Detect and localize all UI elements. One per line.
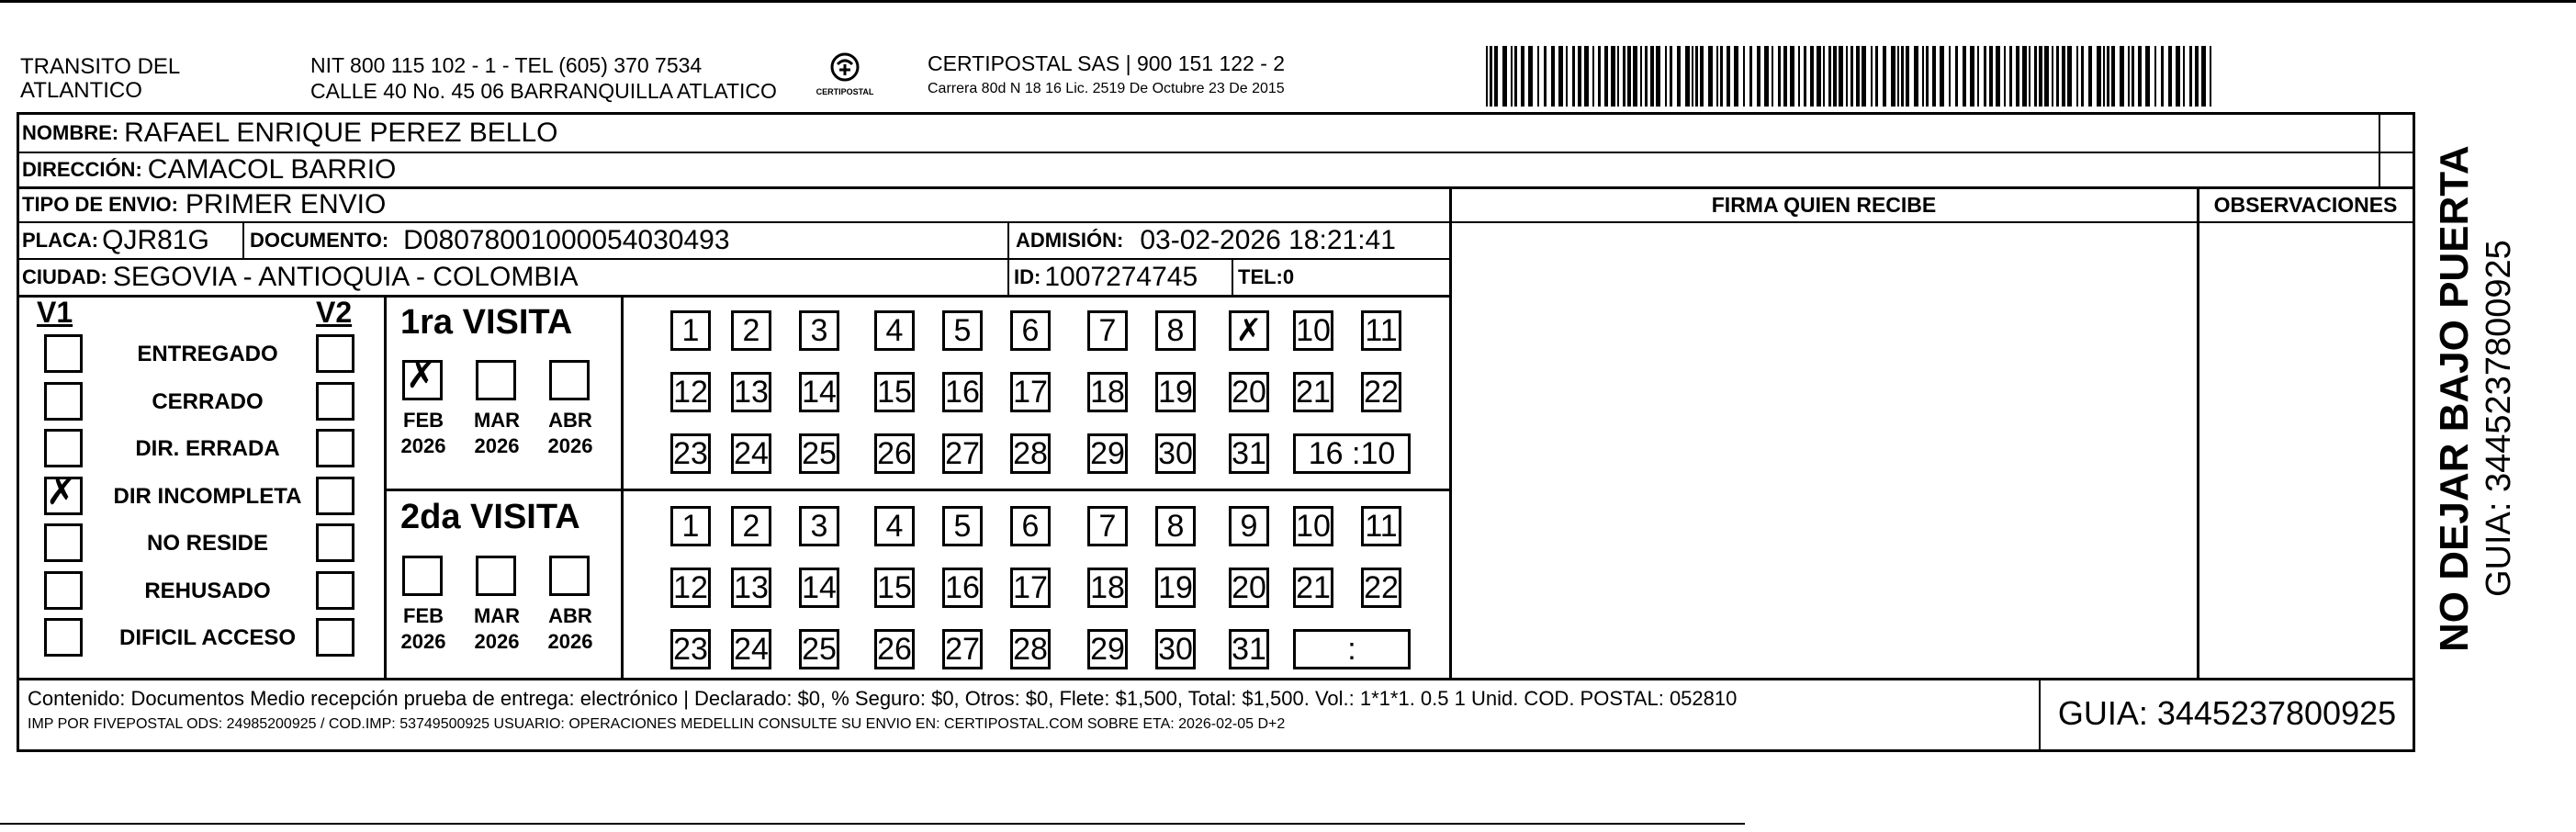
barcode-bar bbox=[1798, 46, 1800, 107]
second-visit-month-checkbox[interactable] bbox=[402, 556, 443, 596]
second-visit-day-box[interactable]: 12 bbox=[670, 568, 711, 608]
barcode-bar bbox=[1695, 46, 1698, 107]
reasons-divider bbox=[384, 295, 387, 678]
tipo-row bbox=[22, 188, 386, 221]
first-visit-month-label: MAR 2026 bbox=[473, 409, 521, 457]
barcode-bar bbox=[1656, 46, 1660, 107]
first-visit-day-box[interactable]: 30 bbox=[1155, 433, 1196, 474]
second-visit-day-box[interactable]: 25 bbox=[799, 629, 839, 669]
nombre-label: NOMBRE: bbox=[22, 121, 119, 144]
second-visit-day-box[interactable]: 31 bbox=[1229, 629, 1269, 669]
footer-line-2: IMP POR FIVEPOSTAL ODS: 24985200925 / COD.IMP: 53749500925 USUARIO: OPERACIONES MEDELLIN CONSULTE SU ENVIO EN: CERTIPOSTAL.COM SOBRE ETA: 2026-02-05 D+2 bbox=[28, 716, 1286, 732]
first-visit-day-box[interactable]: 16 bbox=[942, 372, 983, 412]
barcode-bar bbox=[1528, 46, 1533, 107]
second-visit-day-box[interactable]: 13 bbox=[731, 568, 771, 608]
first-visit-day-box[interactable]: 23 bbox=[670, 433, 711, 474]
v1-check-mark: ✗ bbox=[46, 470, 77, 513]
reason-label: DIR INCOMPLETA bbox=[113, 483, 302, 509]
barcode-bar bbox=[1727, 46, 1730, 107]
admision-value: 03-02-2026 18:21:41 bbox=[1140, 225, 1396, 255]
barcode-bar bbox=[1828, 46, 1831, 107]
first-visit-day-box[interactable]: 21 bbox=[1293, 372, 1333, 412]
barcode-bar bbox=[1592, 46, 1594, 107]
col-line bbox=[1449, 186, 1452, 678]
barcode-bar bbox=[1783, 46, 1787, 107]
barcode-bar bbox=[1932, 46, 1936, 107]
footer-line-1: Contenido: Documentos Medio recepción prueba de entrega: electrónico | Declarado: $0, % Seguro: $0, Otros: $0, Flete: $1,500, Total: $1,500. Vol.: 1*1*1. 0.5 1 Unid. COD. POSTAL: 052810 bbox=[28, 687, 1738, 710]
barcode-bar bbox=[1645, 46, 1648, 107]
barcode-bar bbox=[1804, 46, 1806, 107]
first-visit-day-box[interactable]: 26 bbox=[874, 433, 915, 474]
second-visit-day-box[interactable]: 26 bbox=[874, 629, 915, 669]
first-visit-day-box[interactable]: 4 bbox=[874, 310, 915, 351]
barcode-bar bbox=[1650, 46, 1654, 107]
reason-label: ENTREGADO bbox=[137, 342, 278, 366]
second-visit-month-checkbox[interactable] bbox=[549, 556, 590, 596]
barcode-bar bbox=[1897, 46, 1899, 107]
direccion-label: DIRECCIÓN: bbox=[22, 158, 142, 181]
barcode-bar bbox=[1665, 46, 1667, 107]
barcode-bar bbox=[1810, 46, 1814, 107]
first-visit-day-box[interactable]: 6 bbox=[1010, 310, 1051, 351]
second-visit-day-box[interactable]: 14 bbox=[799, 568, 839, 608]
col-line bbox=[1232, 258, 1233, 295]
barcode-bar bbox=[1623, 46, 1625, 107]
id-value: 1007274745 bbox=[1044, 262, 1198, 292]
first-visit-day-box[interactable]: 20 bbox=[1229, 372, 1269, 412]
v1-checkbox[interactable] bbox=[44, 523, 83, 562]
barcode-bar bbox=[1627, 46, 1631, 107]
barcode-bar bbox=[1514, 46, 1517, 107]
frame-left bbox=[17, 112, 19, 752]
barcode-bar bbox=[1692, 46, 1693, 107]
placa-value: QJR81G bbox=[102, 225, 209, 255]
barcode-bar bbox=[2103, 46, 2105, 107]
second-visit-day-box[interactable]: 29 bbox=[1087, 629, 1128, 669]
second-visit-day-box[interactable]: 17 bbox=[1010, 568, 1051, 608]
barcode-bar bbox=[1486, 46, 1488, 107]
first-visit-day-marked[interactable]: ✗ bbox=[1229, 310, 1269, 351]
tipo-label: TIPO DE ENVIO: bbox=[22, 193, 178, 216]
footer-guia: GUIA: 3445237800925 bbox=[2057, 694, 2397, 732]
second-visit-month-checkbox[interactable] bbox=[476, 556, 516, 596]
barcode-bar bbox=[1578, 46, 1581, 107]
barcode-bar bbox=[1511, 46, 1513, 107]
barcode-bar bbox=[1875, 46, 1878, 107]
v1-checkbox[interactable] bbox=[44, 618, 83, 657]
barcode-bar bbox=[1558, 46, 1563, 107]
barcode-bar bbox=[2052, 46, 2053, 107]
first-visit-month-label: FEB 2026 bbox=[400, 409, 446, 457]
first-visit-day-box[interactable]: 27 bbox=[942, 433, 983, 474]
tel-value: 0 bbox=[1282, 265, 1295, 288]
second-visit-month-label: ABR 2026 bbox=[547, 604, 593, 653]
barcode-bar bbox=[1871, 46, 1873, 107]
second-visit-day-box[interactable]: 4 bbox=[874, 506, 915, 546]
second-visit-day-box[interactable]: 27 bbox=[942, 629, 983, 669]
direccion-row bbox=[22, 153, 396, 186]
barcode-bar bbox=[1963, 46, 1966, 107]
barcode-bar bbox=[1823, 46, 1825, 107]
barcode-bar bbox=[1494, 46, 1498, 107]
second-visit-day-box[interactable]: 16 bbox=[942, 568, 983, 608]
certipostal-logo: CERTIPOSTAL bbox=[808, 51, 882, 103]
reason-label: REHUSADO bbox=[144, 578, 271, 603]
barcode-bar bbox=[1772, 46, 1773, 107]
barcode-bar bbox=[2168, 46, 2172, 107]
barcode-bar bbox=[1640, 46, 1642, 107]
barcode bbox=[1486, 46, 2221, 107]
barcode-bar bbox=[1914, 46, 1918, 107]
second-visit-day-box[interactable]: 18 bbox=[1087, 568, 1128, 608]
placa-label: PLACA: bbox=[22, 229, 99, 252]
barcode-bar bbox=[1940, 46, 1944, 107]
barcode-bar bbox=[2067, 46, 2072, 107]
side-notice: NO DEJAR BAJO PUERTA bbox=[2432, 145, 2477, 652]
barcode-bar bbox=[2022, 46, 2027, 107]
barcode-bar bbox=[1700, 46, 1704, 107]
barcode-bar bbox=[1734, 46, 1738, 107]
barcode-bar bbox=[2145, 46, 2150, 107]
v1-checkbox[interactable] bbox=[44, 334, 83, 373]
v2-header: V2 bbox=[316, 296, 353, 329]
reason-label: NO RESIDE bbox=[146, 531, 269, 556]
second-visit-day-box[interactable]: 20 bbox=[1229, 568, 1269, 608]
first-visit-day-box[interactable]: 17 bbox=[1010, 372, 1051, 412]
admision-label: ADMISIÓN: bbox=[1016, 229, 1124, 252]
barcode-bar bbox=[1677, 46, 1681, 107]
barcode-bar bbox=[1926, 46, 1929, 107]
frame-right bbox=[2413, 112, 2415, 752]
barcode-bar bbox=[2183, 46, 2185, 107]
barcode-bar bbox=[1537, 46, 1539, 107]
first-visit-month-checkbox[interactable] bbox=[476, 360, 516, 400]
first-visit-day-box[interactable]: 22 bbox=[1361, 372, 1401, 412]
barcode-bar bbox=[1720, 46, 1723, 107]
barcode-bar bbox=[1906, 46, 1909, 107]
id-cell bbox=[1014, 260, 1198, 295]
barcode-bar bbox=[1633, 46, 1637, 107]
barcode-bar bbox=[1611, 46, 1615, 107]
first-visit-day-box[interactable]: 1 bbox=[670, 310, 711, 351]
barcode-bar bbox=[2201, 46, 2206, 107]
barcode-bar bbox=[1778, 46, 1781, 107]
firma-header: FIRMA QUIEN RECIBE bbox=[1711, 193, 1937, 217]
ciudad-label: CIUDAD: bbox=[22, 265, 107, 288]
barcode-bar bbox=[1862, 46, 1866, 107]
second-visit-day-box[interactable]: 15 bbox=[874, 568, 915, 608]
barcode-bar bbox=[2009, 46, 2012, 107]
first-visit-day-box[interactable]: 2 bbox=[731, 310, 771, 351]
visits-split bbox=[384, 489, 1451, 491]
barcode-bar bbox=[1521, 46, 1524, 107]
barcode-bar bbox=[2132, 46, 2134, 107]
documento-label: DOCUMENTO: bbox=[250, 229, 389, 252]
barcode-bar bbox=[1572, 46, 1575, 107]
barcode-bar bbox=[2189, 46, 2192, 107]
barcode-bar bbox=[2056, 46, 2059, 107]
second-visit-day-box[interactable]: 19 bbox=[1155, 568, 1196, 608]
bottom-edge bbox=[0, 823, 1745, 825]
barcode-bar bbox=[2039, 46, 2042, 107]
second-visit-title: 2da VISITA bbox=[400, 498, 580, 536]
barcode-bar bbox=[1551, 46, 1555, 107]
reason-label: CERRADO bbox=[152, 388, 264, 414]
col-line bbox=[2379, 112, 2380, 187]
id-label: ID: bbox=[1014, 265, 1041, 288]
first-visit-day-box[interactable]: 18 bbox=[1087, 372, 1128, 412]
barcode-bar bbox=[1891, 46, 1895, 107]
direccion-value: CAMACOL BARRIO bbox=[147, 154, 397, 185]
observaciones-header: OBSERVACIONES bbox=[2213, 193, 2398, 217]
frame-top bbox=[17, 112, 2415, 115]
barcode-bar bbox=[1984, 46, 1986, 107]
barcode-bar bbox=[1833, 46, 1837, 107]
second-visit-day-box[interactable]: 30 bbox=[1155, 629, 1196, 669]
first-visit-month-label: ABR 2026 bbox=[547, 409, 593, 457]
barcode-bar bbox=[2004, 46, 2006, 107]
ciudad-cell bbox=[22, 260, 579, 295]
first-visit-day-box[interactable]: 13 bbox=[731, 372, 771, 412]
barcode-bar bbox=[1839, 46, 1843, 107]
first-visit-title: 1ra VISITA bbox=[400, 303, 573, 342]
v1-checkbox[interactable] bbox=[44, 382, 83, 421]
footer-divider bbox=[2039, 678, 2041, 751]
first-visit-day-box[interactable]: 11 bbox=[1361, 310, 1401, 351]
col-line bbox=[242, 221, 244, 258]
barcode-bar bbox=[2111, 46, 2115, 107]
barcode-bar bbox=[1846, 46, 1848, 107]
barcode-bar bbox=[1996, 46, 2000, 107]
row-line bbox=[17, 295, 1451, 298]
side-guia: GUIA: 3445237800925 bbox=[2480, 240, 2518, 597]
barcode-bar bbox=[2097, 46, 2101, 107]
barcode-bar bbox=[1883, 46, 1886, 107]
barcode-bar bbox=[2161, 46, 2164, 107]
nit-line-2: CALLE 40 No. 45 06 BARRANQUILLA ATLATICO bbox=[310, 79, 777, 103]
barcode-bar bbox=[1749, 46, 1752, 107]
company-name: TRANSITO DEL ATLANTICO bbox=[20, 54, 180, 103]
barcode-bar bbox=[2210, 46, 2211, 107]
first-visit-day-box[interactable]: 31 bbox=[1229, 433, 1269, 474]
barcode-bar bbox=[1685, 46, 1690, 107]
barcode-bar bbox=[1977, 46, 1979, 107]
row-line bbox=[17, 678, 2415, 680]
first-visit-day-box[interactable]: 14 bbox=[799, 372, 839, 412]
barcode-bar bbox=[2120, 46, 2124, 107]
barcode-bar bbox=[1757, 46, 1760, 107]
barcode-bar bbox=[1922, 46, 1924, 107]
documento-cell bbox=[250, 223, 730, 258]
first-visit-day-box[interactable]: 10 bbox=[1293, 310, 1333, 351]
v1-checkbox[interactable] bbox=[44, 571, 83, 610]
barcode-bar bbox=[2081, 46, 2084, 107]
barcode-bar bbox=[1598, 46, 1601, 107]
top-edge bbox=[0, 0, 2576, 3]
barcode-bar bbox=[1850, 46, 1853, 107]
barcode-bar bbox=[1604, 46, 1608, 107]
second-visit-day-box[interactable]: 1 bbox=[670, 506, 711, 546]
barcode-bar bbox=[1764, 46, 1769, 107]
barcode-bar bbox=[1970, 46, 1974, 107]
nit-line-1: NIT 800 115 102 - 1 - TEL (605) 370 7534 bbox=[310, 53, 703, 77]
barcode-bar bbox=[2138, 46, 2142, 107]
barcode-bar bbox=[1617, 46, 1619, 107]
barcode-bar bbox=[2176, 46, 2180, 107]
nombre-value: RAFAEL ENRIQUE PEREZ BELLO bbox=[124, 118, 558, 148]
barcode-bar bbox=[2107, 46, 2109, 107]
barcode-bar bbox=[1566, 46, 1568, 107]
ciudad-value: SEGOVIA - ANTIOQUIA - COLOMBIA bbox=[112, 262, 579, 292]
col-line bbox=[1007, 221, 1009, 295]
tipo-value: PRIMER ENVIO bbox=[185, 189, 387, 219]
v1-header: V1 bbox=[37, 296, 73, 329]
visits-divider bbox=[621, 295, 624, 678]
col-line bbox=[2197, 186, 2199, 678]
admision-cell bbox=[1016, 223, 1396, 258]
first-visit-day-box[interactable]: 3 bbox=[799, 310, 839, 351]
second-visit-month-label: FEB 2026 bbox=[400, 604, 446, 653]
first-visit-day-box[interactable]: 28 bbox=[1010, 433, 1051, 474]
barcode-bar bbox=[2044, 46, 2049, 107]
barcode-bar bbox=[2088, 46, 2092, 107]
second-visit-day-box[interactable]: 9 bbox=[1229, 506, 1269, 546]
barcode-bar bbox=[2076, 46, 2078, 107]
barcode-bar bbox=[2034, 46, 2037, 107]
second-visit-day-box[interactable]: 24 bbox=[731, 629, 771, 669]
carrier-line-1: CERTIPOSTAL SAS | 900 151 122 - 2 bbox=[928, 51, 1286, 75]
first-visit-day-box[interactable]: 7 bbox=[1087, 310, 1128, 351]
reason-label: DIFICIL ACCESO bbox=[118, 625, 296, 650]
second-visit-day-box[interactable]: 7 bbox=[1087, 506, 1128, 546]
carrier-line-2: Carrera 80d N 18 16 Lic. 2519 De Octubre 23 De 2015 bbox=[928, 81, 1285, 96]
first-visit-time-box[interactable]: 16 :10 bbox=[1293, 433, 1411, 474]
barcode-bar bbox=[1490, 46, 1492, 107]
first-visit-day-box[interactable]: 12 bbox=[670, 372, 711, 412]
barcode-bar bbox=[1708, 46, 1713, 107]
first-visit-month-checkbox[interactable] bbox=[549, 360, 590, 400]
second-visit-day-box[interactable]: 8 bbox=[1155, 506, 1196, 546]
barcode-bar bbox=[2128, 46, 2130, 107]
second-visit-day-box[interactable]: 22 bbox=[1361, 568, 1401, 608]
barcode-bar bbox=[1949, 46, 1951, 107]
second-visit-month-label: MAR 2026 bbox=[473, 604, 521, 653]
second-visit-day-box[interactable]: 2 bbox=[731, 506, 771, 546]
tel-cell bbox=[1238, 260, 1294, 295]
first-visit-day-box[interactable]: 8 bbox=[1155, 310, 1196, 351]
second-visit-time-box[interactable]: : bbox=[1293, 629, 1411, 669]
barcode-bar bbox=[1856, 46, 1860, 107]
first-visit-day-box[interactable]: 15 bbox=[874, 372, 915, 412]
logo-icon bbox=[827, 51, 863, 83]
first-visit-day-box[interactable]: 19 bbox=[1155, 372, 1196, 412]
barcode-bar bbox=[1670, 46, 1672, 107]
second-visit-day-box[interactable]: 3 bbox=[799, 506, 839, 546]
first-visit-month-mark: ✗ bbox=[406, 354, 437, 397]
barcode-bar bbox=[2195, 46, 2199, 107]
barcode-bar bbox=[1502, 46, 1507, 107]
documento-value: D08078001000054030493 bbox=[403, 225, 730, 255]
second-visit-day-box[interactable]: 5 bbox=[942, 506, 983, 546]
frame-bottom bbox=[17, 749, 2415, 752]
barcode-bar bbox=[1989, 46, 1993, 107]
second-visit-day-box[interactable]: 28 bbox=[1010, 629, 1051, 669]
barcode-bar bbox=[2154, 46, 2156, 107]
second-visit-day-box[interactable]: 6 bbox=[1010, 506, 1051, 546]
barcode-bar bbox=[1790, 46, 1794, 107]
barcode-bar bbox=[1544, 46, 1547, 107]
barcode-bar bbox=[2062, 46, 2065, 107]
reason-label: DIR. ERRADA bbox=[135, 436, 280, 461]
barcode-bar bbox=[1901, 46, 1904, 107]
barcode-bar bbox=[2016, 46, 2019, 107]
barcode-bar bbox=[1955, 46, 1958, 107]
placa-cell bbox=[22, 223, 209, 258]
barcode-bar bbox=[1716, 46, 1718, 107]
first-visit-day-box[interactable]: 24 bbox=[731, 433, 771, 474]
barcode-bar bbox=[1817, 46, 1821, 107]
first-visit-day-box[interactable]: 25 bbox=[799, 433, 839, 474]
barcode-bar bbox=[1584, 46, 1589, 107]
barcode-bar bbox=[2029, 46, 2030, 107]
first-visit-day-box[interactable]: 5 bbox=[942, 310, 983, 351]
second-visit-day-box[interactable]: 21 bbox=[1293, 568, 1333, 608]
second-visit-day-box[interactable]: 11 bbox=[1361, 506, 1401, 546]
nombre-row bbox=[22, 116, 557, 151]
second-visit-day-box[interactable]: 23 bbox=[670, 629, 711, 669]
barcode-bar bbox=[1743, 46, 1745, 107]
second-visit-day-box[interactable]: 10 bbox=[1293, 506, 1333, 546]
tel-label: TEL: bbox=[1238, 265, 1283, 288]
first-visit-day-box[interactable]: 29 bbox=[1087, 433, 1128, 474]
v1-checkbox[interactable] bbox=[44, 429, 83, 467]
